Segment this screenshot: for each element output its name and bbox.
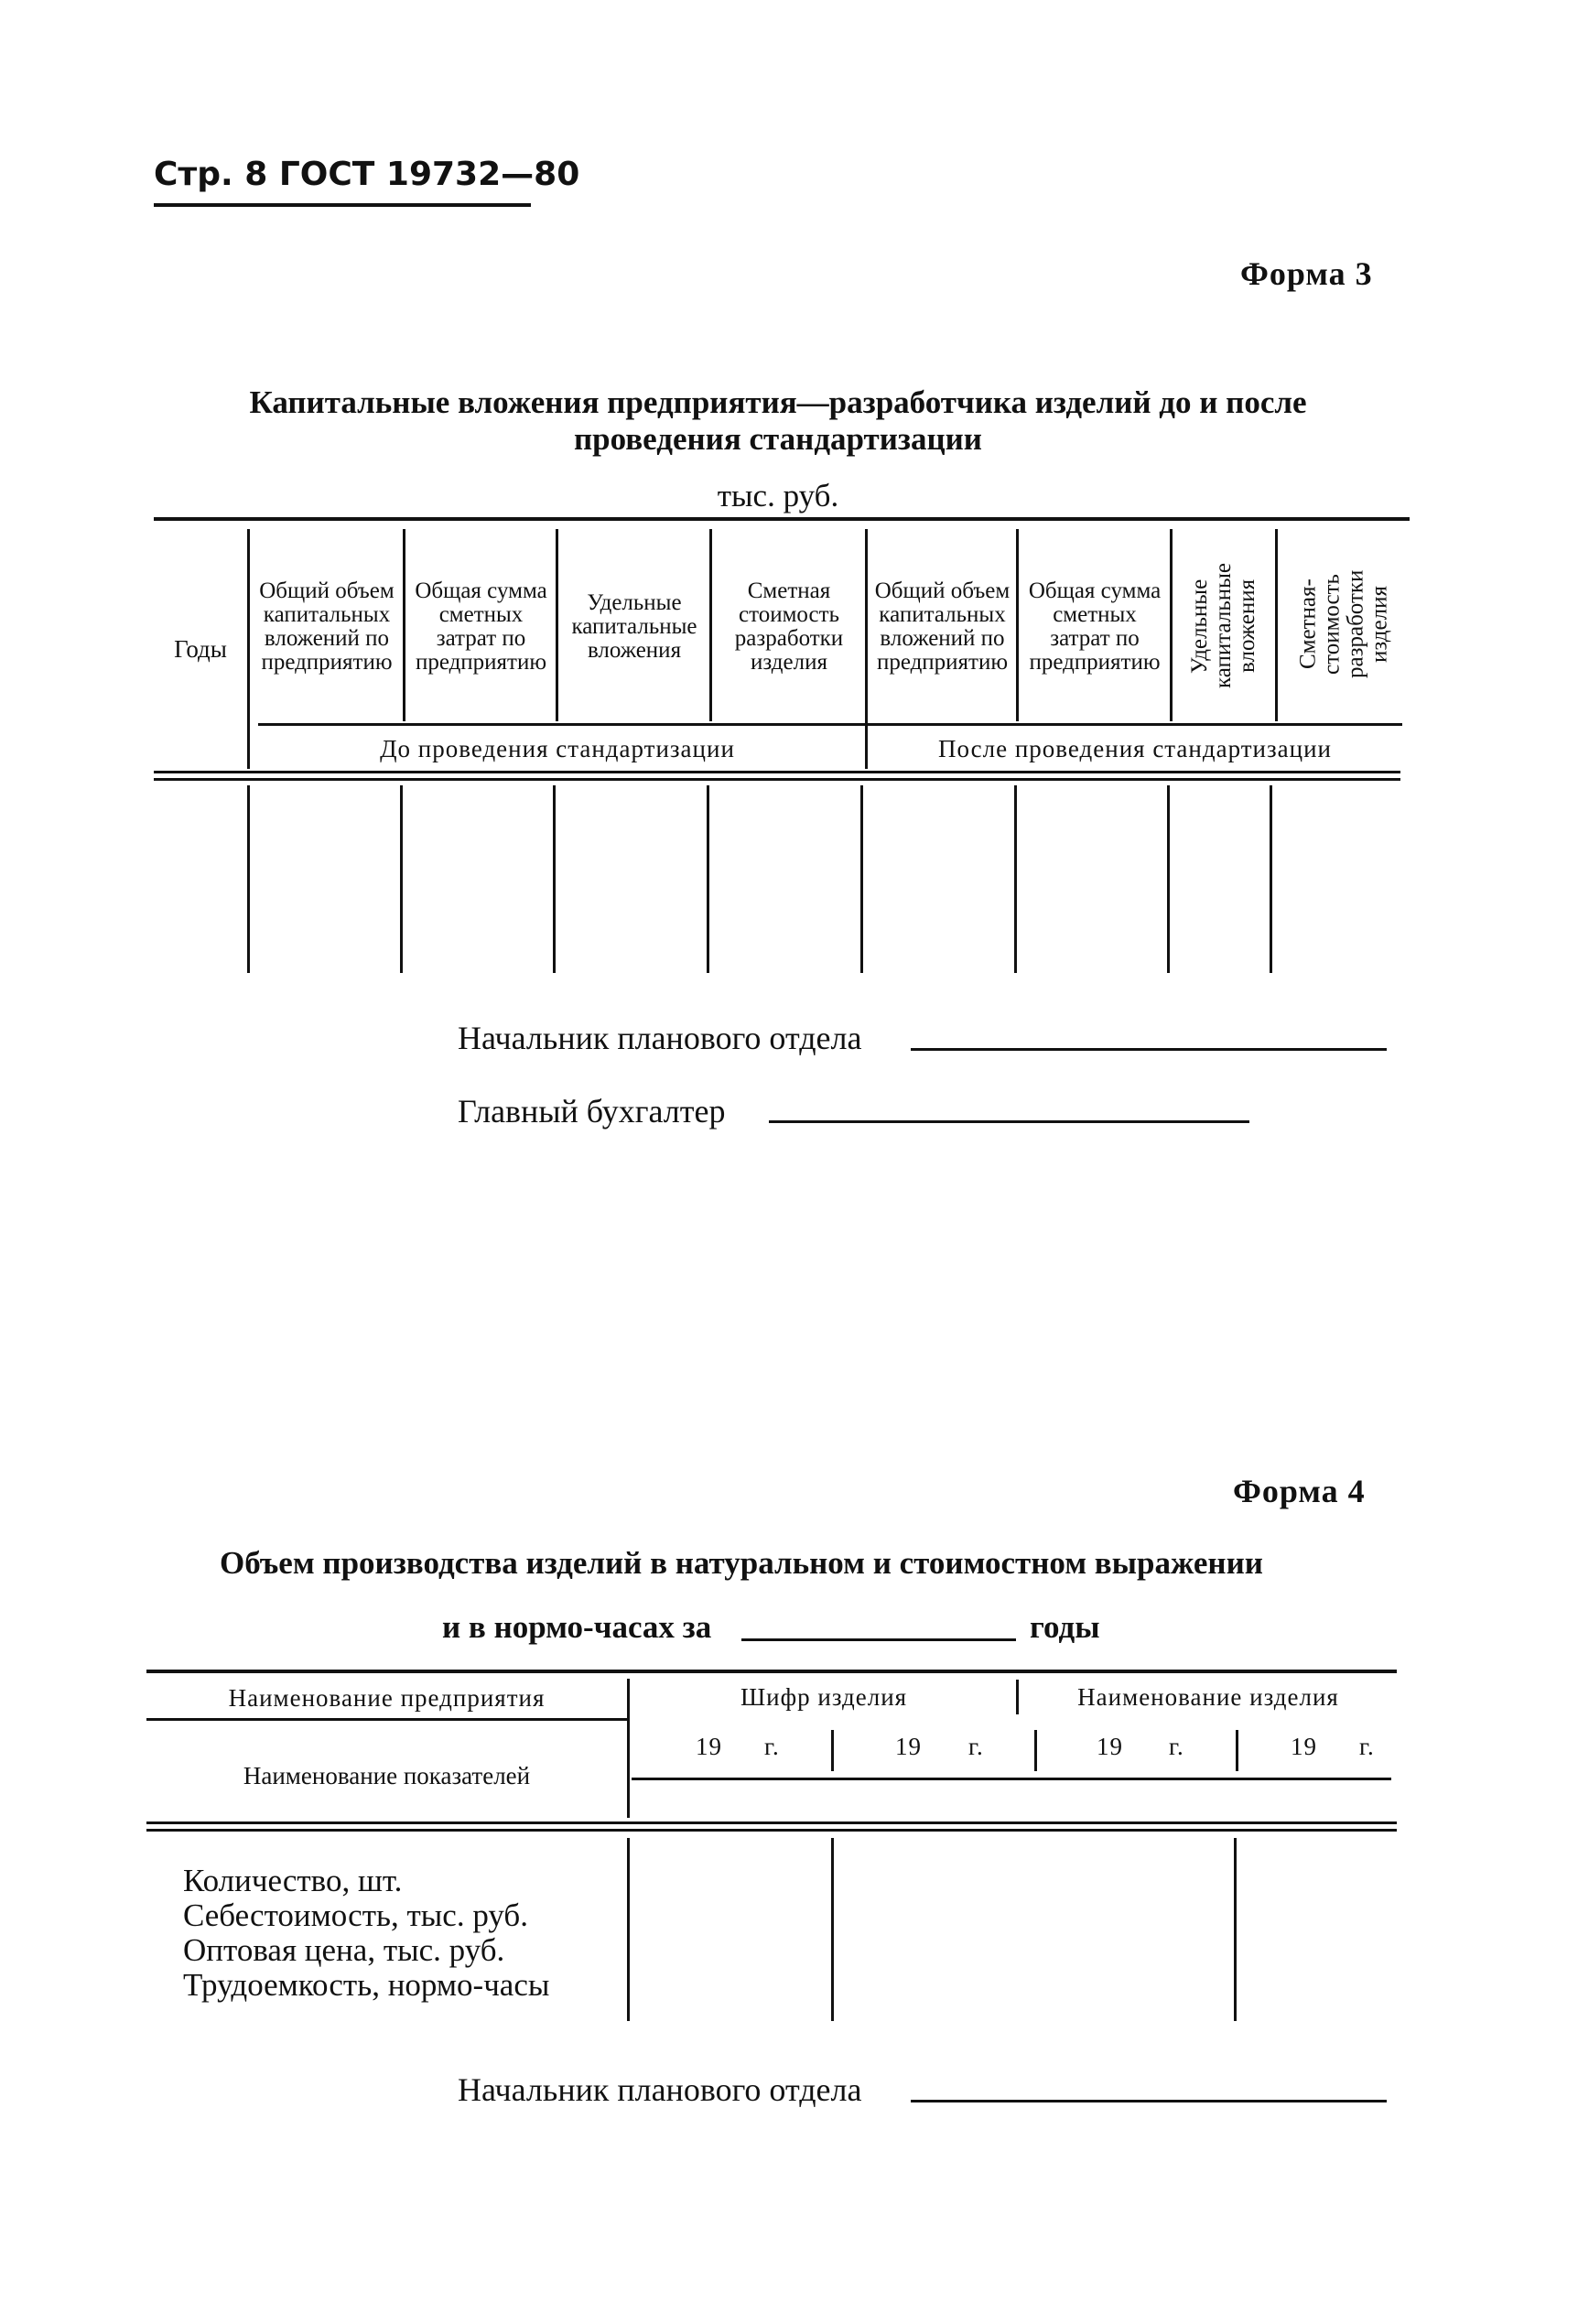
form4-enterprise-divider bbox=[146, 1718, 627, 1721]
form4-row-quantity: Количество, шт. bbox=[183, 1863, 403, 1898]
form4-row-labor-intensity: Трудоемкость, нормо-часы bbox=[183, 1967, 550, 2003]
page-header: Стр. 8 ГОСТ 19732—80 bbox=[154, 156, 580, 193]
form3-title-line2: проведения стандартизации bbox=[574, 421, 982, 457]
year-prefix: 19 bbox=[696, 1733, 722, 1760]
year-prefix: 19 bbox=[1291, 1733, 1317, 1760]
form4-year-vline bbox=[1236, 1730, 1238, 1771]
form3-vline bbox=[1016, 529, 1019, 721]
form3-signature-line-planning-head bbox=[911, 1048, 1387, 1051]
form3-body-vline bbox=[707, 785, 709, 973]
form4-header-vline-small bbox=[1016, 1680, 1019, 1714]
form4-row-cost: Себестоимость, тыс. руб. bbox=[183, 1897, 528, 1933]
form3-header-bottom-rule2 bbox=[154, 778, 1400, 781]
form4-col-code: Шифр изделия bbox=[740, 1683, 908, 1711]
form3-body-vline bbox=[860, 785, 863, 973]
year-suffix: г. bbox=[764, 1733, 780, 1760]
year-suffix: г. bbox=[1359, 1733, 1375, 1760]
form3-vline bbox=[1170, 529, 1173, 721]
form4-header-bottom-rule bbox=[146, 1821, 1397, 1824]
form3-col-before-estimate: Общая сумма сметных затрат по предприятию bbox=[415, 578, 547, 675]
form4-body-vline bbox=[831, 1838, 834, 2021]
form4-col-enterprise: Наименование предприятия bbox=[228, 1684, 546, 1712]
form4-col-product: Наименование изделия bbox=[1077, 1683, 1339, 1711]
form3-group-after: После проведения стандартизации bbox=[938, 735, 1332, 762]
form3-top-rule bbox=[154, 517, 1410, 521]
form3-col-before-total: Общий объем капитальных вложений по предприятию bbox=[259, 578, 394, 675]
form3-header-divider bbox=[258, 723, 1402, 726]
form3-body-vline bbox=[1167, 785, 1170, 973]
form3-body-vline bbox=[247, 785, 250, 973]
form3-vline bbox=[403, 529, 405, 721]
form3-header-bottom-rule bbox=[154, 771, 1400, 773]
form4-header-vline bbox=[627, 1679, 630, 1818]
form4-year-divider bbox=[632, 1778, 1391, 1780]
form4-body-vline bbox=[627, 1838, 630, 2021]
form4-col-indicators: Наименование показателей bbox=[243, 1762, 531, 1789]
form4-header-bottom-rule2 bbox=[146, 1829, 1397, 1832]
form4-title-line2-suffix: годы bbox=[1030, 1609, 1100, 1645]
form3-label: Форма 3 bbox=[1240, 255, 1373, 292]
form3-col-after-total: Общий объем капитальных вложений по предприятию bbox=[874, 578, 1011, 675]
form4-signature-line-planning-head bbox=[911, 2100, 1387, 2102]
header-underline bbox=[154, 203, 531, 207]
form4-signature-planning-head: Начальник планового отдела bbox=[458, 2071, 862, 2108]
form4-year-vline bbox=[1034, 1730, 1037, 1771]
form3-col-after-specific: Удельные капитальные вложения bbox=[1187, 563, 1259, 689]
form4-label: Форма 4 bbox=[1233, 1473, 1366, 1509]
form3-body-vline bbox=[553, 785, 556, 973]
form3-title-line1: Капитальные вложения предприятия—разработчика изделий до и после bbox=[249, 384, 1307, 420]
form4-title-line1: Объем производства изделий в натуральном и стоимостном выражении bbox=[220, 1545, 1263, 1581]
form3-col-before-specific: Удельные капитальные вложения bbox=[571, 590, 697, 663]
year-prefix: 19 bbox=[895, 1733, 922, 1760]
form3-signature-planning-head: Начальник планового отдела bbox=[458, 1020, 862, 1056]
form3-vline bbox=[1275, 529, 1278, 721]
form3-body-vline bbox=[1270, 785, 1272, 973]
form4-year-vline bbox=[831, 1730, 834, 1771]
form3-col-after-dev-cost: Сметная-стоимость разработки изделия bbox=[1295, 569, 1392, 679]
year-suffix: г. bbox=[968, 1733, 984, 1760]
form3-col-after-estimate: Общая сумма сметных затрат по предприятию bbox=[1028, 578, 1162, 675]
form3-units: тыс. руб. bbox=[717, 478, 839, 513]
form3-group-before: До проведения стандартизации bbox=[380, 735, 735, 762]
year-prefix: 19 bbox=[1097, 1733, 1123, 1760]
form3-body-vline bbox=[1014, 785, 1017, 973]
form3-col-years: Годы bbox=[174, 635, 227, 663]
form3-signature-line-chief-accountant bbox=[769, 1120, 1249, 1123]
form4-body-vline bbox=[1234, 1838, 1237, 2021]
form3-col-before-dev-cost: Сметная стоимость разработки изделия bbox=[734, 578, 844, 675]
form4-row-wholesale-price: Оптовая цена, тыс. руб. bbox=[183, 1932, 505, 1968]
form4-title-years-blank bbox=[741, 1638, 1016, 1641]
form4-top-rule bbox=[146, 1670, 1397, 1673]
form4-title-line2-prefix: и в нормо-часах за bbox=[442, 1609, 712, 1645]
form3-body-vline bbox=[400, 785, 403, 973]
form3-vline bbox=[865, 529, 868, 769]
year-suffix: г. bbox=[1169, 1733, 1184, 1760]
form3-vline bbox=[709, 529, 712, 721]
form3-signature-chief-accountant: Главный бухгалтер bbox=[458, 1093, 726, 1130]
form3-vline bbox=[556, 529, 558, 721]
form3-vline bbox=[247, 529, 250, 769]
